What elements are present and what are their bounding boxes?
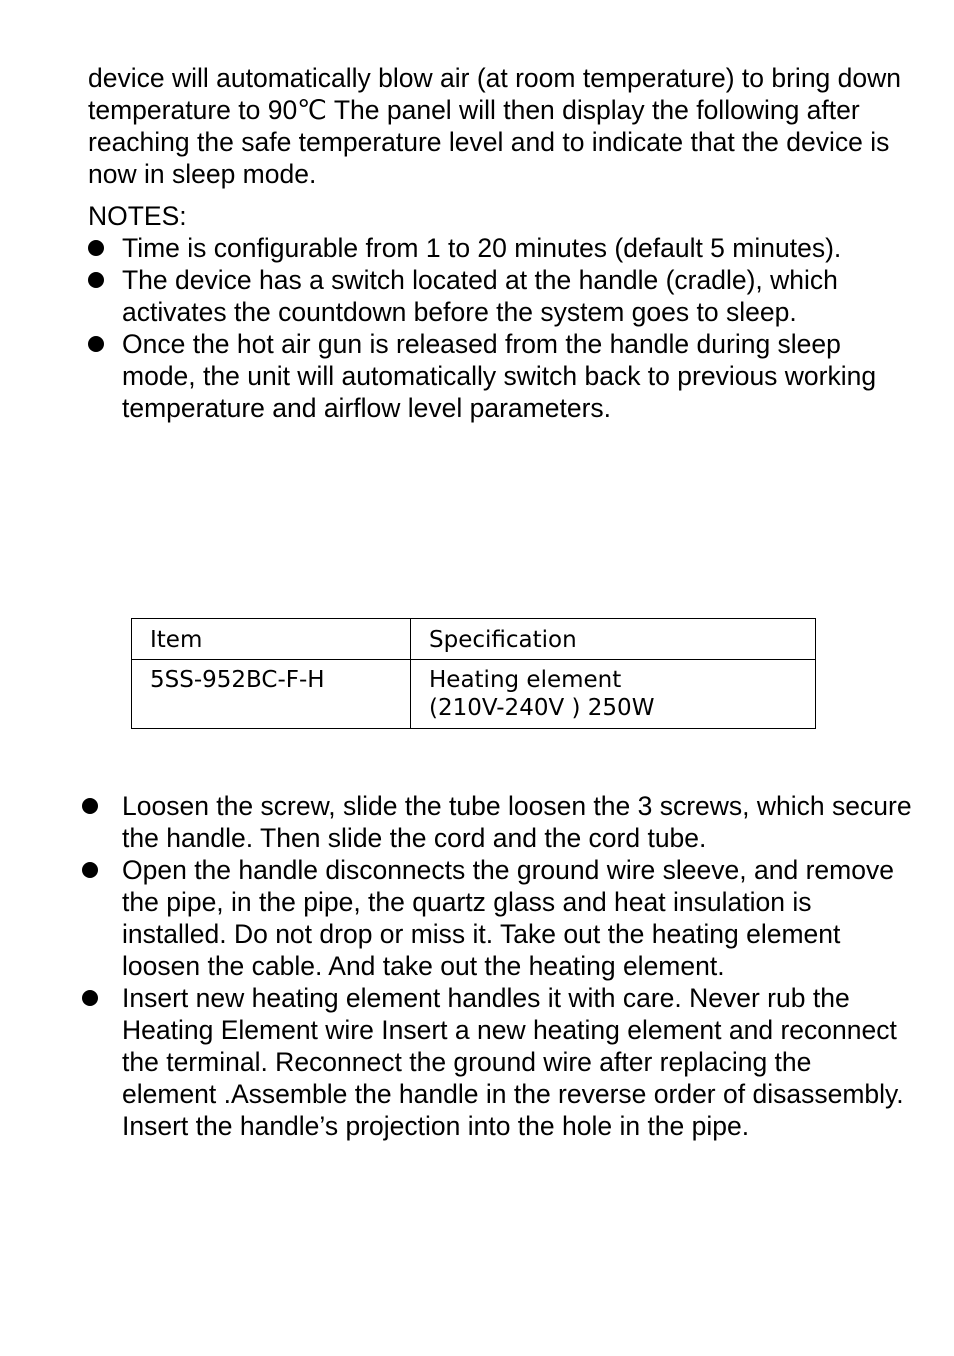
cell-specification xyxy=(411,660,816,729)
bullet-icon xyxy=(82,862,98,878)
bullet-icon xyxy=(88,240,104,256)
list-item xyxy=(82,854,912,982)
note-text: Once the hot air gun is released from the handle during sleep mode, the unit will automatically switch back to previous working temperature and airflow level parameters. xyxy=(122,329,877,423)
list-item xyxy=(82,790,912,854)
intro-paragraph: device will automatically blow air (at room temperature) to bring down temperature to 90℃ The panel will then display the following after reaching the safe temperature level and to indicate that the device is now in sleep mode. xyxy=(88,63,902,189)
list-item xyxy=(88,232,908,264)
note-text: Time is configurable from 1 to 20 minutes (default 5 minutes). xyxy=(122,233,842,263)
step-text: Loosen the screw, slide the tube loosen the 3 screws, which secure the handle. Then slide the cord and the cord tube. xyxy=(122,791,912,853)
list-item xyxy=(82,982,912,1142)
notes-list xyxy=(88,232,908,424)
bullet-icon xyxy=(82,798,98,814)
table-header-row xyxy=(132,619,816,660)
bullet-icon xyxy=(88,272,104,288)
spec-line-1: Heating element xyxy=(429,667,622,693)
bullet-icon xyxy=(82,990,98,1006)
step-text: Insert new heating element handles it with care. Never rub the Heating Element wire Insert a new heating element and reconnect the terminal. Reconnect the ground wire after replacing the element .Assemble the handle in the reverse order of disassembly. Insert the handle’s projection into the hole in the pipe. xyxy=(122,983,904,1141)
table-row xyxy=(132,660,816,729)
note-text: The device has a switch located at the handle (cradle), which activates the countdown before the system goes to sleep. xyxy=(122,265,838,327)
spec-line-2: (210V-240V ) 250W xyxy=(429,695,655,721)
list-item xyxy=(88,328,908,424)
replacement-steps-list xyxy=(82,790,912,1142)
header-item: Item xyxy=(132,619,411,660)
step-text: Open the handle disconnects the ground wire sleeve, and remove the pipe, in the pipe, the quartz glass and heat insulation is installed. Do not drop or miss it. Take out the heating element loosen the cable. And take out the heating element. xyxy=(122,855,894,981)
notes-label: NOTES: xyxy=(88,201,187,231)
header-specification: Specification xyxy=(411,619,816,660)
cell-item: 5SS-952BC-F-H xyxy=(132,660,411,729)
document-page xyxy=(88,62,908,424)
list-item xyxy=(88,264,908,328)
specification-table xyxy=(131,618,816,729)
bullet-icon xyxy=(88,336,104,352)
